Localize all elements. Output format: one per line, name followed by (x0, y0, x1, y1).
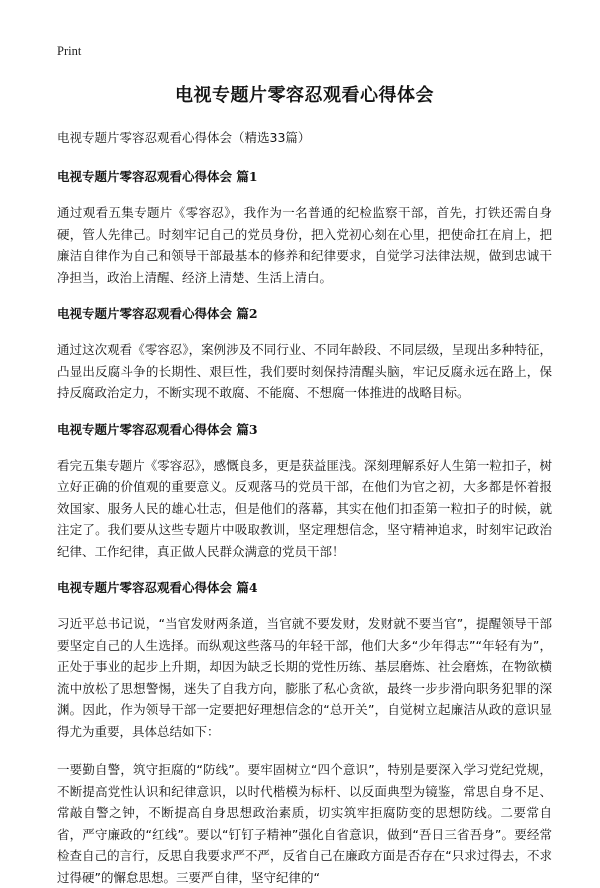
section-heading: 电视专题片零容忍观看心得体会 篇4 (57, 580, 258, 595)
section-2 (57, 305, 552, 404)
section-heading: 电视专题片零容忍观看心得体会 篇3 (57, 421, 258, 437)
document-subtitle: 电视专题片零容忍观看心得体会（精选33篇） (57, 130, 311, 145)
section-paragraph: 习近平总书记说，“当官发财两条道，当官就不要发财，发财就不要当官”，提醒领导干部要坚定自己的人生选择。而纵观这些落马的年轻干部，他们大多“少年得志”“年轻有为”，正处于事业的起步上升期，却因为缺乏长期的党性历练、基层磨炼、社会磨炼，在物欲横流中放松了思想警惕，迷失了自我方向，膨胀了私心贪欲，最终一步步滑向职务犯罪的深渊。因此，作为领导干部一定要把好理想信念的“总开关”，自觉树立起廉洁从政的意识显得尤为重要，具体总结如下： (57, 616, 552, 739)
section-paragraph: 通过这次观看《零容忍》，案例涉及不同行业、不同年龄段、不同层级，呈现出多种特征，凸显出反腐斗争的长期性、艰巨性，我们要时刻保持清醒头脑，牢记反腐永远在路上，保持反腐政治定力，不断实现不敢腐、不能腐、不想腐一体推进的战略目标。 (57, 342, 552, 400)
section-paragraph: 一要勤自警，筑守拒腐的“防线”。要牢固树立“四个意识”，特别是要深入学习党纪党规，不断提高党性认识和纪律意识，以时代楷模为标杆、以反面典型为镜鉴，常思自身不足、常敲自警之钟，不断提高自身思想政治素质，切实筑牢拒腐防变的思想防线。二要常自省，严守廉政的“红线”。要以“钉钉子精神”强化自省意识，做到“吾日三省吾身”。要经常检查自己的言行，反思自我要求严不严，反省自己在廉政方面是否存在“只求过得去，不求过得硬”的懈怠思想。三要严自律，坚守纪律的“ (57, 762, 552, 885)
section-heading: 电视专题片零容忍观看心得体会 篇1 (57, 169, 258, 184)
section-paragraph: 看完五集专题片《零容忍》，感慨良多，更是获益匪浅。深刻理解系好人生第一粒扣子，树立好正确的价值观的重要意义。反观落马的党员干部，在他们为官之初，大多都是怀着报效国家、服务人民的雄心壮志，但是他们的落幕，其实在他们扣歪第一粒扣子的时候，就注定了。我们要从这些专题片中吸取教训，坚定理想信念，坚守精神追求，时刻牢记政治纪律、工作纪律，真正做人民群众满意的党员干部！ (57, 457, 552, 559)
section-3 (57, 421, 552, 563)
section-4 (57, 579, 552, 888)
page-title: 电视专题片零容忍观看心得体会 (175, 85, 434, 106)
section-1 (57, 168, 552, 288)
print-link[interactable]: Print (57, 44, 82, 58)
section-paragraph: 通过观看五集专题片《零容忍》，我作为一名普通的纪检监察干部，首先，打铁还需自身硬，管人先律己。时刻牢记自己的党员身份，把入党初心刻在心里，把使命扛在肩上，把廉洁自律作为自己和领导干部最基本的修养和纪律要求，自觉学习法律法规，做到忠诚干净担当，政治上清醒、经济上清楚、生活上清白。 (57, 205, 552, 285)
section-heading: 电视专题片零容忍观看心得体会 篇2 (57, 306, 258, 321)
